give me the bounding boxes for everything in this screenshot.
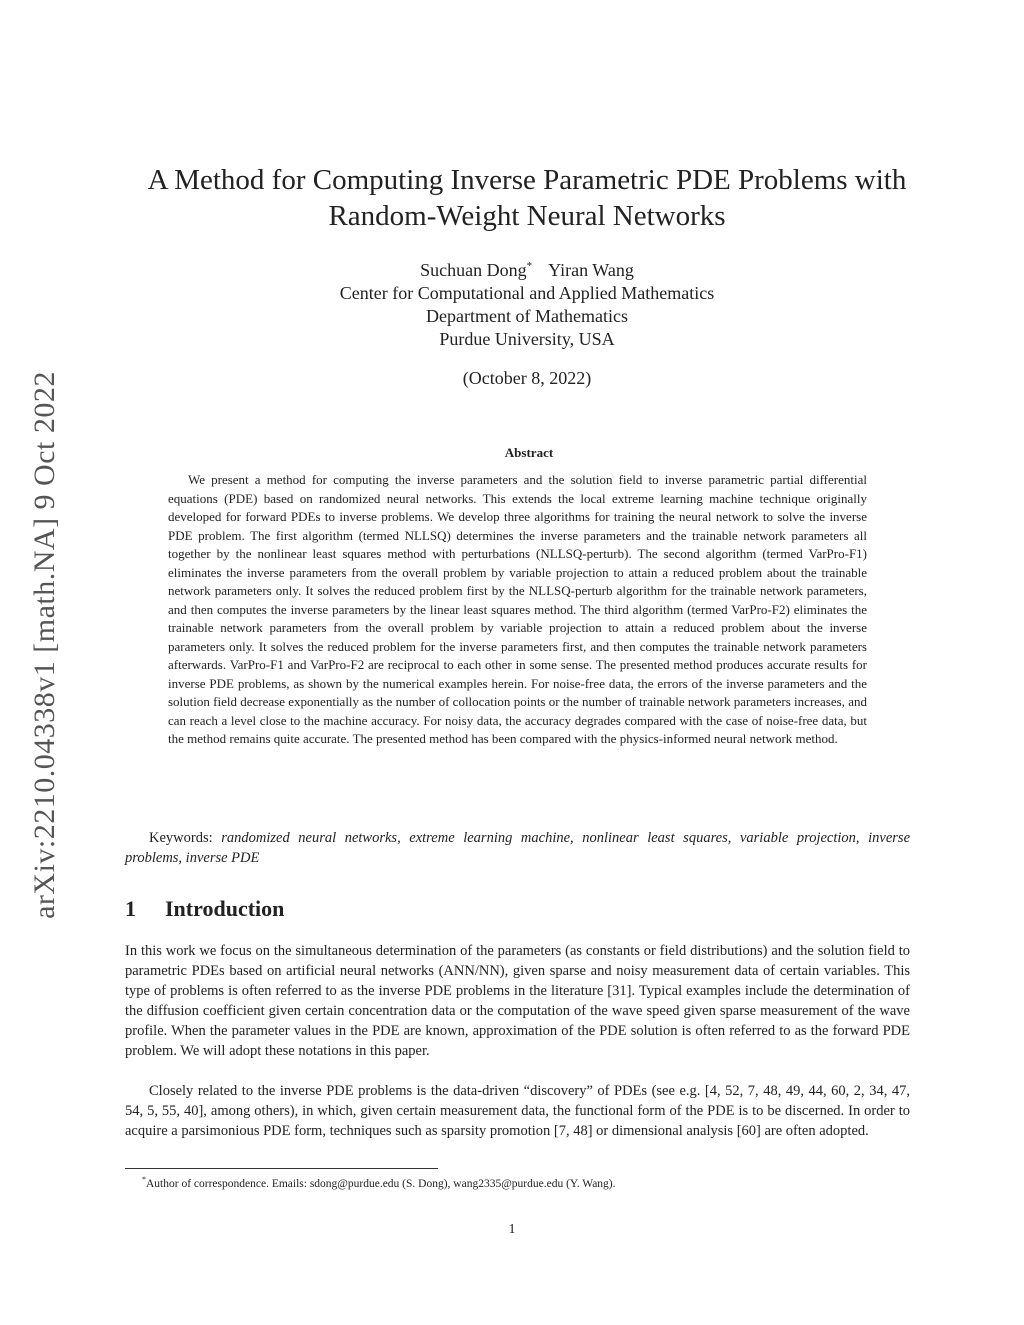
author-name-2: Yiran Wang (548, 260, 634, 280)
paper-date: (October 8, 2022) (462, 368, 592, 388)
affiliation-line-1: Center for Computational and Applied Mathematics (339, 283, 715, 303)
keywords-terms: randomized neural networks, extreme learning machine, nonlinear least squares, variable projection, inverse problems, inverse PDE (125, 830, 911, 866)
author-block (200, 255, 854, 351)
affiliation-line-3: Purdue University, USA (439, 329, 615, 349)
affiliation-line-2: Department of Mathematics (426, 306, 628, 326)
footnote-mark: * (142, 1175, 146, 1184)
arxiv-stamp: arXiv:2210.04338v1 [math.NA] 9 Oct 2022 (28, 371, 61, 919)
keywords (125, 828, 910, 868)
intro-paragraph-2: Closely related to the inverse PDE problems is the data-driven “discovery” of PDEs (see e.g. [4, 52, 7, 48, 49, 44, 60, 2, 34, 47, 54, 5, 55, 40], among others), in which, given certain measurement data, the functional form of the PDE is to be discerned. In order to acquire a parsimonious PDE form, techniques such as sparsity promotion [7, 48] or dimensional analysis [60] are often adopted. (125, 1083, 910, 1139)
section-number: 1 (125, 896, 136, 921)
section-title: Introduction (165, 896, 285, 921)
abstract-text: We present a method for computing the inverse parameters and the solution field to inverse parametric partial differential equations (PDE) based on randomized neural networks. This extends the local extreme learning machine technique originally developed for forward PDEs to inverse problems. We develop three algorithms for training the neural network to solve the inverse PDE problem. The first algorithm (termed NLLSQ) determines the inverse parameters and the trainable network parameters all together by the nonlinear least squares method with perturbations (NLLSQ-perturb). The second algorithm (termed VarPro-F1) eliminates the inverse parameters from the overall problem by variable projection to attain a reduced problem about the trainable network parameters only. It solves the reduced problem first by the NLLSQ-perturb algorithm for the trainable network parameters, and then computes the inverse parameters by the linear least squares method. The third algorithm (termed VarPro-F2) eliminates the trainable network parameters from the overall problem by variable projection to attain a reduced problem about the inverse parameters only. It solves the reduced problem for the inverse parameters first, and then computes the trainable network parameters afterwards. VarPro-F1 and VarPro-F2 are reciprocal to each other in some sense. The presented method produces accurate results for inverse PDE problems, as shown by the numerical examples herein. For noise-free data, the errors of the inverse parameters and the solution field decrease exponentially as the number of collocation points or the number of trainable network parameters increases, and can reach a level close to the machine accuracy. For noisy data, the accuracy degrades compared with the case of noise-free data, but the method remains quite accurate. The presented method has been compared with the physics-informed neural network method. (168, 472, 867, 746)
footnote-divider (125, 1168, 438, 1169)
intro-paragraph-1: In this work we focus on the simultaneous determination of the parameters (as constants or field distributions) and the solution field to parametric PDEs based on artificial neural networks (ANN/NN), given sparse and noisy measurement data of certain variables. This type of problems is often referred to as the inverse PDE problems in the literature [31]. Typical examples include the determination of the diffusion coefficient given certain concentration data or the computation of the wave speed given sparse measurement of the wave profile. When the parameter values in the PDE are known, approximation of the PDE solution is often referred to as the forward PDE problem. We will adopt these notations in this paper. (125, 943, 910, 1059)
footnote (142, 1175, 616, 1190)
abstract-heading: Abstract (504, 445, 554, 460)
section-heading (125, 896, 284, 922)
author-names (200, 255, 854, 282)
keywords-label: Keywords: (149, 830, 213, 846)
page-number: 1 (508, 1222, 516, 1237)
footnote-text: Author of correspondence. Emails: sdong@purdue.edu (S. Dong), wang2335@purdue.edu (Y. Wang). (146, 1177, 616, 1190)
title-line-1: A Method for Computing Inverse Parametric PDE Problems with (147, 164, 907, 196)
footnote-marker: * (526, 260, 533, 272)
title-line-2: Random-Weight Neural Networks (328, 200, 726, 232)
paper-title (110, 162, 944, 234)
author-name-1: Suchuan Dong (420, 260, 527, 280)
